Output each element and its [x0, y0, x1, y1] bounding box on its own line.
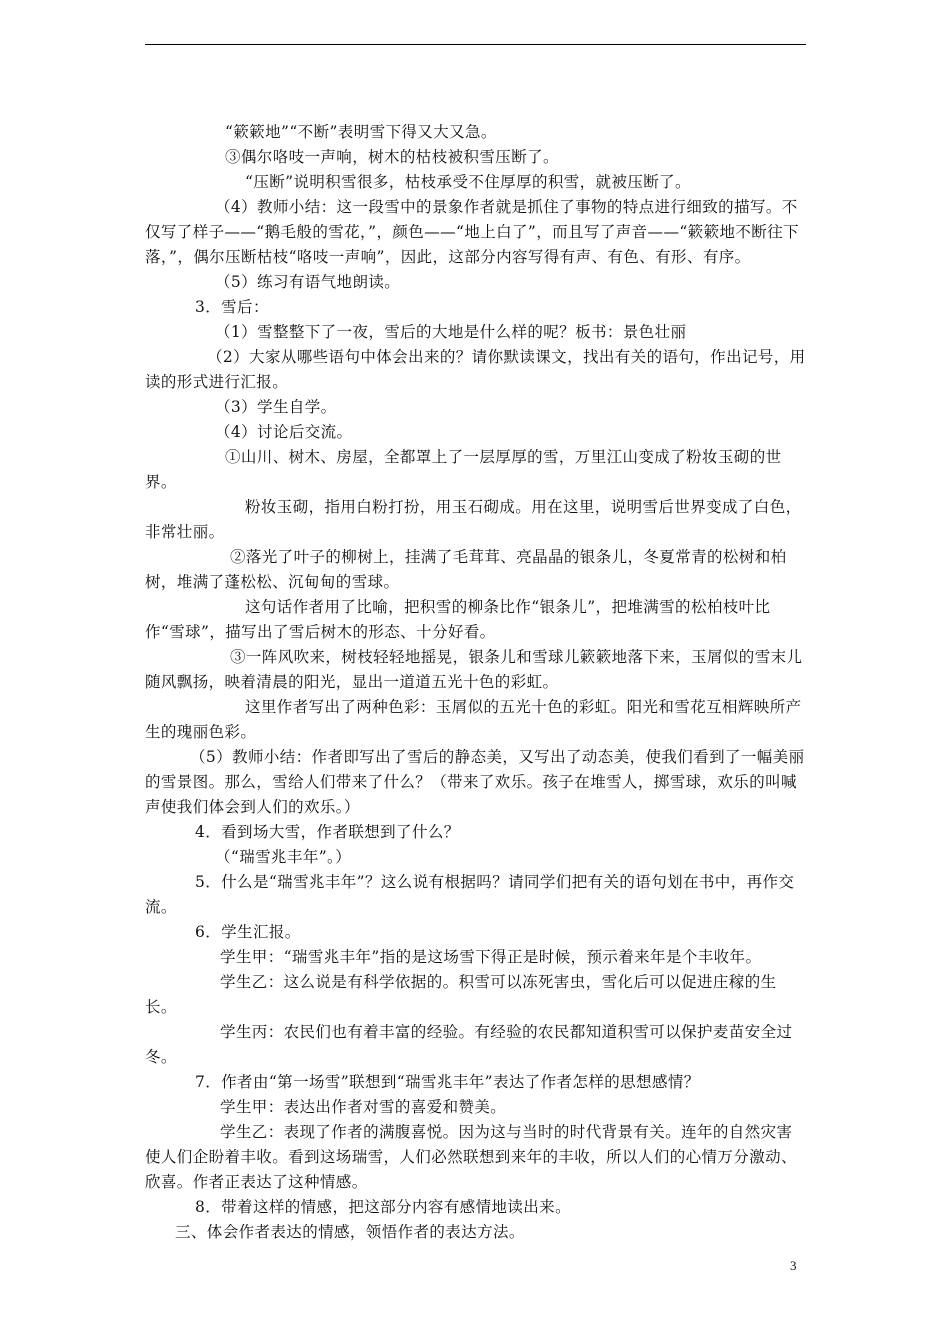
document-body — [145, 120, 806, 1245]
header-rule — [145, 44, 806, 45]
paragraph: ③偶尔咯吱一声响，树木的枯枝被积雪压断了。 — [225, 148, 559, 166]
paragraph: （5）教师小结：作者即写出了雪后的静态美，又写出了动态美，使我们看到了一幅美丽的雪景图。那么，雪给人们带来了什么？（带来了欢乐。孩子在堆雪人，掷雪球，欢乐的叫喊声使我们体会到人们的欢乐。） — [145, 748, 805, 816]
page-number: 3 — [790, 1258, 797, 1273]
paragraph: 这里作者写出了两种色彩：玉屑似的五光十色的彩虹。阳光和雪花互相辉映所产生的瑰丽色彩。 — [145, 698, 802, 741]
paragraph: （“瑞雪兆丰年”。） — [215, 848, 352, 866]
paragraph: 粉妆玉砌，指用白粉打扮，用玉石砌成。用在这里，说明雪后世界变成了白色，非常壮丽。 — [145, 498, 802, 541]
paragraph: （1）雪整整下了一夜，雪后的大地是什么样的呢？板书：景色壮丽 — [215, 323, 687, 341]
paragraph: （4）讨论后交流。 — [215, 423, 353, 441]
paragraph: 学生乙：这么说是有科学依据的。积雪可以冻死害虫，雪化后可以促进庄稼的生长。 — [145, 973, 777, 1016]
paragraph: 三、体会作者表达的情感，领悟作者的表达方法。 — [175, 1223, 525, 1241]
paragraph: ②落光了叶子的柳树上，挂满了毛茸茸、亮晶晶的银条儿，冬夏常青的松树和柏树，堆满了蓬松松、沉甸甸的雪球。 — [145, 548, 787, 591]
paragraph: “压断”说明积雪很多，枯枝承受不住厚厚的积雪，就被压断了。 — [245, 173, 691, 191]
paragraph: 学生丙：农民们也有着丰富的经验。有经验的农民都知道积雪可以保护麦苗安全过冬。 — [145, 1023, 793, 1066]
paragraph: “簌簌地”“不断”表明雪下得又大又急。 — [225, 123, 497, 141]
paragraph: 学生甲：表达出作者对雪的喜爱和赞美。 — [220, 1098, 507, 1116]
paragraph: （4）教师小结：这一段雪中的景象作者就是抓住了事物的特点进行细致的描写。不仅写了样子——“鹅毛般的雪花，”，颜色——“地上白了”，而且写了声音——“簌簌地不断往下落，”，偶尔压断枯枝“咯吱一声响”，因此，这部分内容写得有声、有色、有形、有序。 — [145, 198, 799, 266]
paragraph: （2）大家从哪些语句中体会出来的？请你默读课文，找出有关的语句，作出记号，用读的形式进行汇报。 — [145, 348, 806, 391]
paragraph: ①山川、树木、房屋，全都罩上了一层厚厚的雪，万里江山变成了粉妆玉砌的世界。 — [145, 448, 782, 491]
paragraph: ③一阵风吹来，树枝轻轻地摇晃，银条儿和雪球儿簌簌地落下来，玉屑似的雪末儿随风飘扬，映着清晨的阳光，显出一道道五光十色的彩虹。 — [145, 648, 803, 691]
paragraph: 这句话作者用了比喻，把积雪的柳条比作“银条儿”，把堆满雪的松柏枝叶比作“雪球”，描写出了雪后树木的形态、十分好看。 — [145, 598, 771, 641]
paragraph: 8．带着这样的情感，把这部分内容有感情地读出来。 — [195, 1198, 571, 1216]
paragraph: 7．作者由“第一场雪”联想到“瑞雪兆丰年”表达了作者怎样的思想感情？ — [195, 1073, 700, 1091]
paragraph: 学生乙：表现了作者的满腹喜悦。因为这与当时的时代背景有关。连年的自然灾害使人们企盼着丰收。看到这场瑞雪，人们必然联想到来年的丰收，所以人们的心情万分激动、欣喜。作者正表达了这种情感。 — [145, 1123, 797, 1191]
paragraph: 4．看到场大雪，作者联想到了什么？ — [195, 823, 460, 841]
paragraph: 5．什么是“瑞雪兆丰年”？这么说有根据吗？请同学们把有关的语句划在书中，再作交流。 — [145, 873, 795, 916]
paragraph: 3．雪后： — [195, 298, 269, 316]
paragraph: 学生甲：“瑞雪兆丰年”指的是这场雪下得正是时候，预示着来年是个丰收年。 — [220, 948, 762, 966]
paragraph: （5）练习有语气地朗读。 — [215, 273, 401, 291]
paragraph: （3）学生自学。 — [215, 398, 337, 416]
paragraph: 6．学生汇报。 — [195, 923, 301, 941]
